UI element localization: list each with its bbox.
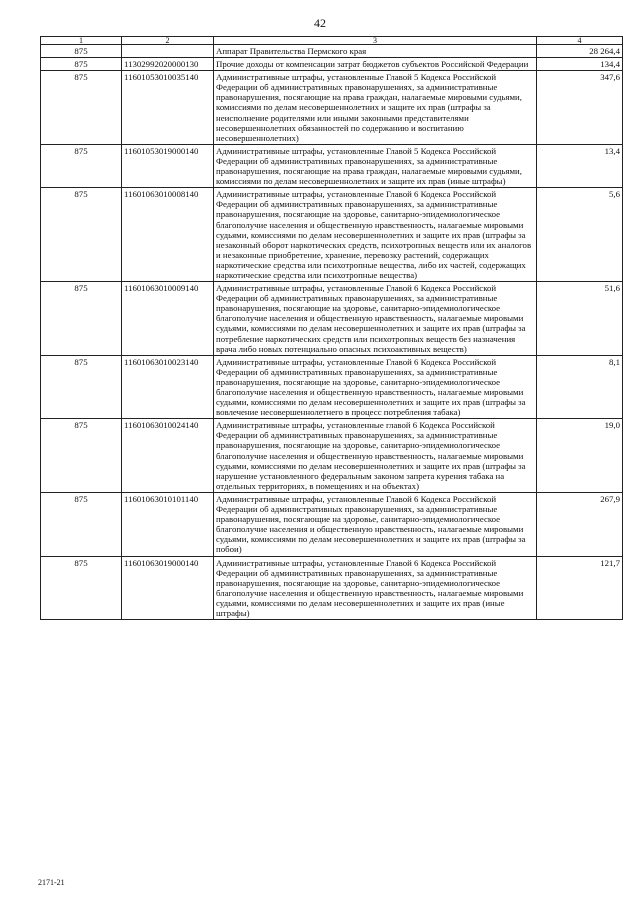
amount-cell: 51,6 — [537, 282, 623, 356]
revenue-name-cell: Административные штрафы, установленные Главой 6 Кодекса Российской Федерации об административных правонарушениях, за административные правонарушения, посягающие на здоровье, санитарно-эпидемиологическое благополучие населения и общественную нравственность, налагаемые мировыми судьями, комиссиями по делам несовершеннолетних и защите их прав (штрафы за вовлечение несовершеннолетнего в процесс потребления табака) — [214, 355, 537, 419]
amount-cell: 134,4 — [537, 58, 623, 71]
table-row — [41, 58, 623, 71]
revenue-table — [40, 36, 623, 620]
table-row — [41, 282, 623, 356]
column-header-4: 4 — [537, 37, 623, 45]
amount-cell: 347,6 — [537, 71, 623, 145]
table-header-row — [41, 37, 623, 45]
table-row — [41, 71, 623, 145]
budget-code-cell: 11601063010024140 — [122, 419, 214, 493]
revenue-name-cell: Прочие доходы от компенсации затрат бюджетов субъектов Российской Федерации — [214, 58, 537, 71]
admin-code-cell: 875 — [41, 355, 122, 419]
column-header-3: 3 — [214, 37, 537, 45]
admin-code-cell: 875 — [41, 71, 122, 145]
amount-cell: 28 264,4 — [537, 45, 623, 58]
budget-code-cell: 11601063010009140 — [122, 282, 214, 356]
page-number: 42 — [314, 16, 326, 30]
footer-code: 2171-21 — [38, 878, 65, 887]
budget-code-cell — [122, 45, 214, 58]
amount-cell: 19,0 — [537, 419, 623, 493]
admin-code-cell: 875 — [41, 144, 122, 187]
table-row — [41, 188, 623, 282]
admin-code-cell: 875 — [41, 282, 122, 356]
table-row — [41, 355, 623, 419]
table-row — [41, 144, 623, 187]
budget-code-cell: 11601063010101140 — [122, 492, 214, 556]
column-header-2: 2 — [122, 37, 214, 45]
budget-code-cell: 11601063010008140 — [122, 188, 214, 282]
revenue-name-cell: Административные штрафы, установленные Главой 6 Кодекса Российской Федерации об административных правонарушениях, за административные правонарушения, посягающие на здоровье, санитарно-эпидемиологическое благополучие населения и общественную нравственность, налагаемые мировыми судьями, комиссиями по делам несовершеннолетних и защите их прав (штрафы за потребление наркотических средств или психотропных веществ без назначения врача либо новых потенциально опасных психоактивных веществ) — [214, 282, 537, 356]
table-row — [41, 556, 623, 620]
admin-code-cell: 875 — [41, 556, 122, 620]
admin-code-cell: 875 — [41, 419, 122, 493]
amount-cell: 13,4 — [537, 144, 623, 187]
budget-code-cell: 11601063010023140 — [122, 355, 214, 419]
revenue-name-cell: Административные штрафы, установленные Главой 6 Кодекса Российской Федерации об административных правонарушениях, за административные правонарушения, посягающие на здоровье, санитарно-эпидемиологическое благополучие населения и общественную нравственность, налагаемые мировыми судьями, комиссиями по делам несовершеннолетних и защите их прав (иные штрафы) — [214, 556, 537, 620]
revenue-name-cell: Административные штрафы, установленные Главой 6 Кодекса Российской Федерации об административных правонарушениях, за административные правонарушения, посягающие на здоровье, санитарно-эпидемиологическое благополучие населения и общественную нравственность, налагаемые мировыми судьями, комиссиями по делам несовершеннолетних и защите их прав (штрафы за побои) — [214, 492, 537, 556]
admin-code-cell: 875 — [41, 492, 122, 556]
budget-code-cell: 11302992020000130 — [122, 58, 214, 71]
amount-cell: 5,6 — [537, 188, 623, 282]
table-row — [41, 419, 623, 493]
admin-code-cell: 875 — [41, 58, 122, 71]
amount-cell: 267,9 — [537, 492, 623, 556]
table-row — [41, 45, 623, 58]
amount-cell: 8,1 — [537, 355, 623, 419]
column-header-1: 1 — [41, 37, 122, 45]
table-row — [41, 492, 623, 556]
revenue-name-cell: Административные штрафы, установленные главой 6 Кодекса Российской Федерации об административных правонарушениях, за административные правонарушения, посягающие на здоровье, санитарно-эпидемиологическое благополучие населения и общественную нравственность, налагаемые мировыми судьями, комиссиями по делам несовершеннолетних и защите их прав (штрафы за нарушение установленного федеральным законом запрета курения табака на отдельных территориях, в помещениях и на объектах) — [214, 419, 537, 493]
admin-code-cell: 875 — [41, 188, 122, 282]
revenue-name-cell: Аппарат Правительства Пермского края — [214, 45, 537, 58]
budget-code-cell: 11601053010035140 — [122, 71, 214, 145]
revenue-name-cell: Административные штрафы, установленные Главой 5 Кодекса Российской Федерации об административных правонарушениях, за административные правонарушения, посягающие на права граждан, налагаемые мировыми судьями, комиссиями по делам несовершеннолетних и защите их прав (иные штрафы) — [214, 144, 537, 187]
admin-code-cell: 875 — [41, 45, 122, 58]
budget-code-cell: 11601053019000140 — [122, 144, 214, 187]
amount-cell: 121,7 — [537, 556, 623, 620]
budget-code-cell: 11601063019000140 — [122, 556, 214, 620]
revenue-name-cell: Административные штрафы, установленные Главой 5 Кодекса Российской Федерации об административных правонарушениях, за административные правонарушения, посягающие на права граждан, налагаемые мировыми судьями, комиссиями по делам несовершеннолетних и защите их прав (штрафы за неисполнение родителями или иными законными представителями несовершеннолетних обязанностей по содержанию и воспитанию несовершеннолетних) — [214, 71, 537, 145]
revenue-name-cell: Административные штрафы, установленные Главой 6 Кодекса Российской Федерации об административных правонарушениях, за административные правонарушения, посягающие на здоровье, санитарно-эпидемиологическое благополучие населения и общественную нравственность, налагаемые мировыми судьями, комиссиями по делам несовершеннолетних и защите их прав (штрафы за незаконный оборот наркотических средств, психотропных веществ или их аналогов и незаконные приобретение, хранение, перевозку растений, содержащих наркотические средства или психотропные вещества, либо их частей, содержащих наркотические средства или психотропные вещества) — [214, 188, 537, 282]
